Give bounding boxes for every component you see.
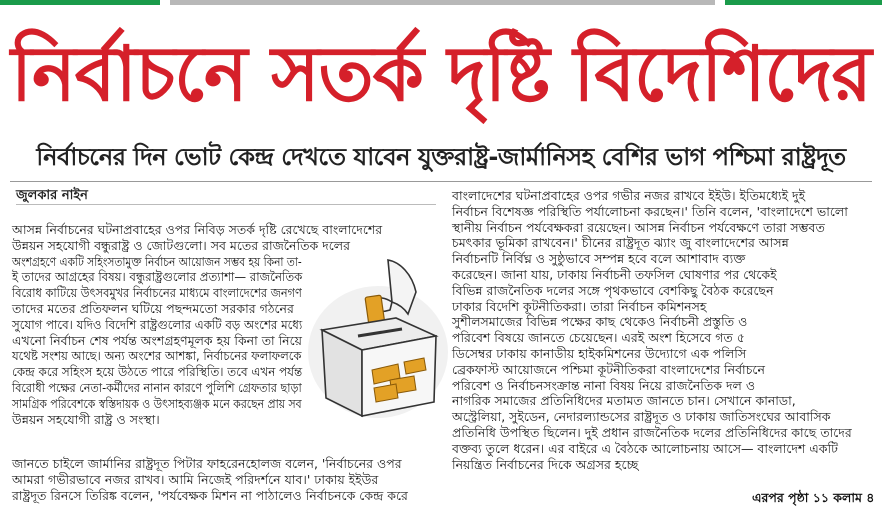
right-line: নাগরিক সমাজের প্রতিনিধিদের মতামত জানতে চান। সেখানে কানাডা,: [452, 393, 796, 409]
right-line: নির্বাচন বিশেষজ্ঞ পরিস্থিতি পর্যালোচনা করছেন।' তিনি বলেন, 'বাংলাদেশে ভালো: [452, 203, 848, 219]
top-bar-green-right: [725, 0, 882, 5]
divider-rule: [10, 181, 872, 182]
right-line: অস্ট্রেলিয়া, সুইডেন, নেদারল্যান্ডসের রাষ্ট্রদূত ও ঢাকায় জাতিসংঘের আবাসিক: [452, 409, 831, 425]
right-line: পরিবেশ ও নির্বাচনসংক্রান্ত নানা বিষয় নিয়ে রাজনৈতিক দল ও: [452, 377, 756, 393]
left-line: ই তাদের আগ্রহের বিষয়। বন্ধুরাষ্ট্রগুলোর প্রত্যাশা— রাজনৈতিক: [12, 269, 303, 285]
left-line: উন্নয়ন সহযোগী রাষ্ট্র ও সংস্থা।: [12, 411, 160, 427]
top-bar-green-left: [0, 0, 160, 5]
top-bar-gray: [170, 0, 715, 5]
right-line: সুশীলসমাজের বিভিন্ন পক্ষের কাছ থেকেও নির্বাচনী প্রস্তুতি ও: [452, 314, 748, 330]
right-line: ঢাকার বিদেশি কূটনীতিকরা। তারা নির্বাচন কমিশনসহ: [452, 298, 707, 314]
subheadline: [0, 140, 882, 178]
left-line: বিরোধ কাটিয়ে উৎসবমুখর নির্বাচনের মাধ্যমে বাংলাদেশের জনগণ: [12, 285, 302, 301]
right-line: বক্তব্য তুলে ধরেন। এর বাইরে এ বৈঠকে আলোচনায় আসে— বাংলাদেশ একটি: [452, 440, 838, 456]
headline: [0, 10, 882, 138]
byline-divider: [16, 204, 436, 205]
subheadline-text: নির্বাচনের দিন ভোট কেন্দ্র দেখতে যাবেন যুক্তরাষ্ট্র-জার্মানিসহ বেশির ভাগ পশ্চিমা রাষ্ট্রদূত: [36, 143, 846, 171]
left-line: উন্নয়ন সহযোগী বন্ধুরাষ্ট্র ও জোটগুলো। সব মতের রাজনৈতিক দলের: [12, 237, 350, 253]
right-line: স্থানীয় নির্বাচন পর্যবেক্ষকরা রয়েছেন। আসন্ন নির্বাচন পর্যবেক্ষণে তারা সম্ভবত: [452, 219, 825, 235]
left-lower-line: আমরা গভীরভাবে নজর রাখব। আমি নিজেই পরিদর্শনে যাব।' ঢাকায় ইইউর: [12, 471, 379, 487]
right-line: নির্বাচনটি নির্বিঘ্ন ও সুষ্ঠুভাবে সম্পন্ন হবে বলে আশাবাদ ব্যক্ত: [452, 251, 746, 267]
byline: জুলকার নাইন: [16, 188, 88, 203]
left-line: বিরোধী পক্ষের নেতা-কর্মীদের নানান কারণে পুলিশি গ্রেফতার ছাড়া: [12, 379, 302, 395]
right-line: বিভিন্ন রাজনৈতিক দলের সঙ্গে পৃথকভাবে বেশকিছু বৈঠক করেছেন: [452, 282, 774, 298]
left-line: তাদের মতের প্রতিফলন ঘটিয়ে পছন্দমতো সরকার গঠনের: [12, 300, 294, 316]
left-lower-line: জানতে চাইলে জার্মানির রাষ্ট্রদূত পিটার ফাহরেনহোলজ বলেন, 'নির্বাচনের ওপর: [12, 456, 402, 471]
right-line: করেছেন। জানা যায়, ঢাকায় নির্বাচনী তফসিল ঘোষণার পর থেকেই: [452, 266, 777, 282]
left-line: আসন্ন নির্বাচনের ঘটনাপ্রবাহের ওপর নিবিড় সতর্ক দৃষ্টি রেখেছে বাংলাদেশের: [12, 222, 383, 237]
right-column: [452, 188, 872, 472]
right-line: ব্রেকফাস্ট আয়োজনে পশ্চিমা কূটনীতিকরা বাংলাদেশের নির্বাচনে: [452, 361, 765, 377]
left-column-lower: [12, 456, 442, 503]
right-line: নিয়ন্ত্রিত নির্বাচনের দিকে অগ্রসর হচ্ছে: [452, 456, 639, 472]
right-line: চমৎকার ভূমিকা রাখবেন।' চীনের রাষ্ট্রদূত ঝ্যাং জু বাংলাদেশের আসন্ন: [452, 235, 789, 251]
left-lower-line: রাষ্ট্রদূত রিনসে তিরিঙ্ক বলেন, 'পর্যবেক্ষক মিশন না পাঠালেও নির্বাচনকে কেন্দ্র করে: [12, 487, 408, 503]
left-line: অংশগ্রহণে একটি সহিংসতামুক্ত নির্বাচন আয়োজন সম্ভব হয় কিনা তা-: [12, 253, 302, 269]
left-line: কেন্দ্র করে সহিংস হয়ে উঠতে পারে পরিস্থিতি। তবে এখন পর্যন্ত: [12, 364, 303, 380]
headline-text: নির্বাচনে সতর্ক দৃষ্টি বিদেশিদের: [11, 29, 871, 118]
right-line: পরিবেশ বিষয়ে জানতে চেয়েছেন। এরই অংশ হিসেবে গত ৫: [452, 330, 745, 346]
right-line: বাংলাদেশের ঘটনাপ্রবাহের ওপর গভীর নজর রাখবে ইইউ। ইতিমধ্যেই দুই: [452, 188, 806, 203]
left-line: যথেষ্ট সংশয় আছে। অন্য অংশের আশঙ্কা, নির্বাচনের ফলাফলকে: [12, 348, 302, 364]
ballot-box-hand-icon: [300, 252, 450, 422]
right-line: প্রতিনিধি উপস্থিত ছিলেন। দুই প্রধান রাজনৈতিক দলের প্রতিনিধিদের কাছে তাদের: [452, 424, 852, 440]
left-line: সামগ্রিক পরিবেশকে স্বস্তিদায়ক ও উৎসাহব্যঞ্জক মনে করছেন প্রায় সব: [12, 395, 302, 411]
right-line: ডিসেম্বর ঢাকায় কানাডীয় হাইকমিশনের উদ্যোগে এক পলিসি: [452, 345, 747, 361]
left-line: সুযোগ পাবে। যদিও বিদেশি রাষ্ট্রগুলোর একটি বড় অংশের মধ্যে: [12, 316, 303, 332]
continuation-note: এরপর পৃষ্ঠা ১১ কলাম ৪: [752, 490, 875, 505]
left-line: এখনো নির্বাচন শেষ পর্যন্ত অংশগ্রহণমূলক হয় কিনা তা নিয়ে: [12, 332, 302, 348]
